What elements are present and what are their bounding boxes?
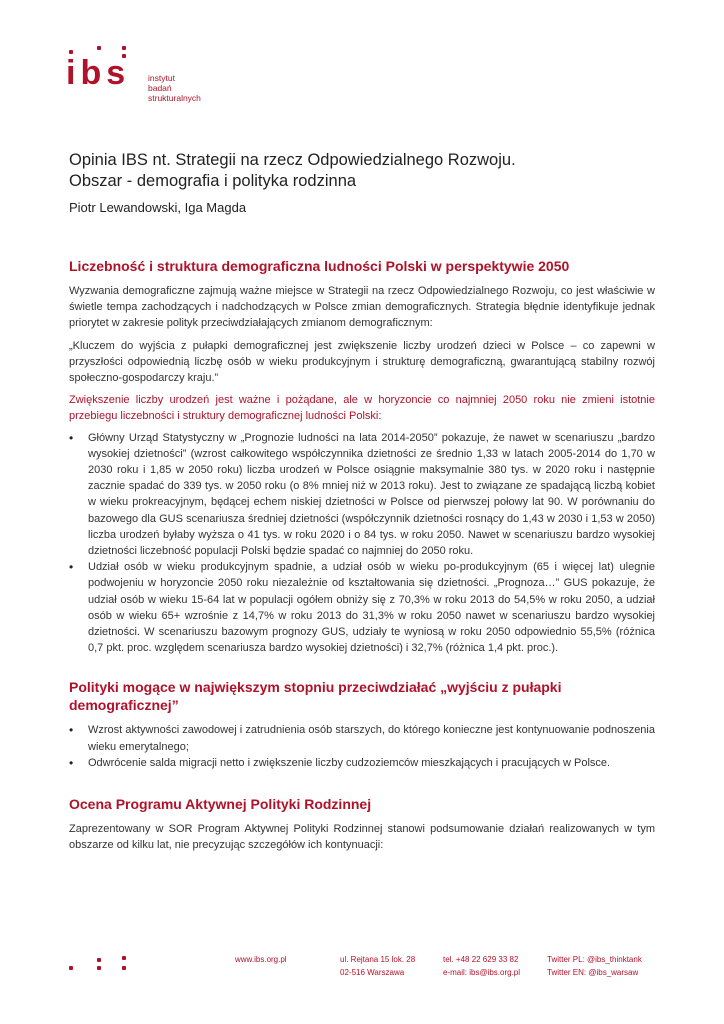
section-2-heading: Polityki mogące w największym stopniu przeciwdziałać „wyjściu z pułapki demograficznej” — [69, 679, 562, 714]
section-3-intro: Zaprezentowany w SOR Program Aktywnej Polityki Rodzinnej stanowi podsumowanie działań realizowanych w tym obszarze od kilku lat, nie precyzując szczegółów ich kontynuacji: — [69, 823, 655, 852]
list-item-text: Główny Urząd Statystyczny w „Prognozie ludności na lata 2014-2050” pokazuje, że nawet w scenariuszu „bardzo wysokiej dzietności” (wzrost całkowitego współczynnika dzietności ze średnio 1,33 w latach 2005-2014 do 1,70 w 2030 roku i 1,85 w 2050 roku) liczba urodzeń w Polsce osiągnie maksymalnie 380 tys. w 2020 roku i następnie zacznie spadać do 339 tys. w 2050 roku (o 8% mniej niż w 2013 roku). Jest to związane ze spadającą liczbą kobiet w wieku prokreacyjnym, będącej echem niskiej dzietności w Polsce od pierwszej połowy lat 90. W porównaniu do bazowego dla GUS scenariusza średniej dzietności (współczynnik dzietności rosnący do 1,43 w 2030 i 1,53 w 2050) liczba urodzeń byłaby wyższa o 41 tys. w roku 2020 i o 84 tys. w roku 2050. Nawet w scenariuszu bardzo wysokiej dzietności liczebność populacji Polski będzie spadać co najmniej do 2050 roku. — [88, 431, 655, 558]
list-item-text: Udział osób w wieku produkcyjnym spadnie, a udział osób w wieku po-produkcyjnym (65 i więcej lat) ulegnie podwojeniu w horyzoncie 2050 roku niezależnie od kształtowania się dzietności. „Prognoza…” GUS pokazuje, że udział osób w wieku 15-64 lat w populacji ogółem obniży się z 70,3% w roku 2013 do 54,5% w roku 2050, a udział osób w wieku 65+ wzrośnie z 14,7% w roku 2013 do 31,3% w roku 2050 nawet w scenariuszu bardzo wysokiej dzietności. W scenariuszu bazowym prognozy GUS, udziały te wyniosą w roku 2050 odpowiednio 55,5% (różnica 0,7 pkt. proc. względem scenariusza bardzo wysokiej dzietności) i 32,7% (różnica 1,4 pkt. proc.). — [88, 561, 655, 655]
footer-contact — [443, 953, 520, 979]
bullet-icon: • — [69, 430, 74, 445]
footer-dot-i — [69, 966, 73, 970]
list-item — [69, 430, 655, 560]
section-3-heading: Ocena Programu Aktywnej Polityki Rodzinnej — [69, 796, 372, 813]
bullet-icon: • — [69, 723, 74, 738]
twitter-pl-link[interactable]: Twitter PL: @ibs_thinktank — [547, 955, 642, 964]
address-line-2: 02-516 Warszawa — [340, 968, 405, 977]
footer-social — [547, 953, 642, 979]
twitter-en-link[interactable]: Twitter EN: @ibs_warsaw — [547, 968, 639, 977]
ibs-logo — [66, 44, 226, 108]
footer-dot-b — [97, 958, 101, 962]
list-item — [69, 722, 655, 754]
address-line-1: ul. Rejtana 15 lok. 28 — [340, 955, 416, 964]
section-2-bullet-list — [69, 722, 655, 771]
strategy-quote: „Kluczem do wyjścia z pułapki demograficznej jest zwiększenie liczby urodzeń dzieci w Polsce – co zapewni w przyszłości odpowiednią liczbę osób w wieku produkcyjnym i strukturę demograficzną, gwarantującą stabilny rozwój społeczno-gospodarczy kraju.” — [69, 339, 655, 385]
list-item — [69, 559, 655, 656]
footer-website[interactable] — [235, 953, 287, 966]
logo-dot-s-top — [122, 46, 126, 50]
footer-dot-s-bottom — [122, 966, 126, 970]
list-item-text: Odwrócenie salda migracji netto i zwiększenie liczby cudzoziemców mieszkających i pracujących w Polsce. — [88, 756, 611, 769]
document-title — [69, 150, 669, 191]
list-item — [69, 755, 655, 771]
bullet-icon: • — [69, 560, 74, 575]
logo-letters: ibs — [66, 54, 131, 92]
phone-text: tel. +48 22 629 33 82 — [443, 955, 519, 964]
title-line-2: Obszar - demografia i polityka rodzinna — [69, 171, 357, 190]
page-footer — [0, 948, 724, 988]
footer-dot-s-top — [122, 956, 126, 960]
logo-line-2: badań — [148, 83, 172, 93]
list-item-text: Wzrost aktywności zawodowej i zatrudnienia osób starszych, do którego konieczne jest kontynuowanie podnoszenia wieku emerytalnego; — [88, 724, 655, 753]
bullet-icon: • — [69, 755, 74, 770]
title-line-1: Opinia IBS nt. Strategii na rzecz Odpowiedzialnego Rozwoju. — [69, 151, 516, 169]
logo-line-3: strukturalnych — [148, 93, 201, 103]
website-link[interactable]: www.ibs.org.pl — [235, 955, 287, 964]
section-1-intro: Wyzwania demograficzne zajmują ważne miejsce w Strategii na rzecz Odpowiedzialnego Rozwoju, co jest właściwie w świetle tempa zachodzących i nadchodzących w Polsce zmian demograficznych. Strategia błędnie identyfikuje jednak priorytet w zakresie polityk przeciwdziałających zmianom demograficznym: — [69, 285, 655, 330]
email-link[interactable]: e-mail: ibs@ibs.org.pl — [443, 968, 521, 977]
logo-dot-b — [97, 46, 101, 50]
footer-dot-b-low — [97, 966, 101, 970]
section-1-emphasis: Zwiększenie liczby urodzeń jest ważne i pożądane, ale w horyzoncie co najmniej 2050 roku nie zmieni istotnie przebiegu liczebności i struktury demograficznej ludności Polski: — [69, 394, 655, 423]
section-1-heading: Liczebność i struktura demograficzna ludności Polski w perspektywie 2050 — [69, 258, 570, 274]
section-1-bullet-list — [69, 430, 655, 657]
footer-address — [340, 953, 415, 979]
authors: Piotr Lewandowski, Iga Magda — [69, 200, 247, 215]
document-body — [69, 257, 655, 853]
logo-institute-name — [148, 73, 201, 103]
logo-line-1: instytut — [148, 73, 175, 83]
